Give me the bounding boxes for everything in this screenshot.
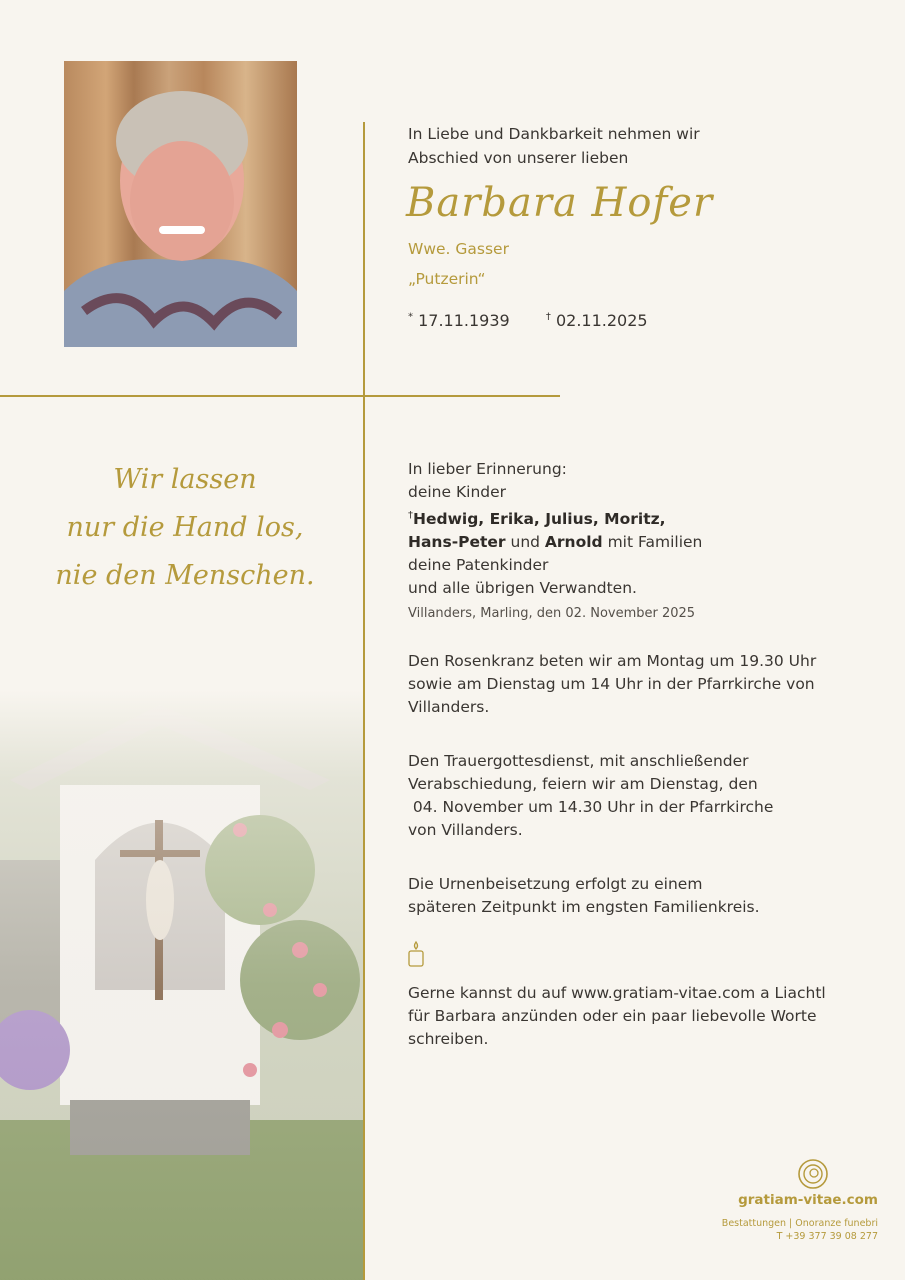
shrine-photo bbox=[0, 690, 363, 1280]
family-list bbox=[408, 458, 848, 600]
brand-details bbox=[640, 1217, 878, 1243]
death-date: 02.11.2025 bbox=[555, 311, 648, 330]
online-line-2: für Barbara anzünden oder ein paar liebevolle Worte bbox=[408, 1007, 817, 1025]
intro-line-1: In Liebe und Dankbarkeit nehmen wir bbox=[408, 125, 700, 143]
rosary-info bbox=[408, 650, 848, 719]
memory-line-3 bbox=[408, 504, 848, 531]
intro-line-2: Abschied von unserer lieben bbox=[408, 149, 629, 167]
brand-tagline: Bestattungen | Onoranze funebri bbox=[721, 1218, 878, 1229]
memory-line-4 bbox=[408, 531, 848, 554]
birth-symbol: * bbox=[408, 311, 413, 323]
place-date: Villanders, Marling, den 02. November 2025 bbox=[408, 606, 696, 621]
rosary-line-3: Villanders. bbox=[408, 698, 490, 716]
vertical-divider bbox=[363, 122, 365, 1280]
online-line-1: Gerne kannst du auf www.gratiam-vitae.com a Liachtl bbox=[408, 984, 826, 1002]
memory-line-2: deine Kinder bbox=[408, 483, 507, 501]
children-names-3: Arnold bbox=[544, 533, 603, 552]
memorial-quote bbox=[40, 456, 330, 600]
service-line-2: Verabschiedung, feiern wir am Dienstag, den bbox=[408, 775, 758, 793]
urn-burial-info bbox=[408, 873, 848, 919]
cross-symbol: † bbox=[408, 510, 413, 521]
und-text: und bbox=[505, 533, 545, 552]
deceased-subname: Wwe. Gasser bbox=[408, 240, 509, 258]
deceased-nickname: „Putzerin“ bbox=[408, 270, 486, 288]
deceased-name: Barbara Hofer bbox=[406, 180, 714, 226]
gratiam-vitae-logo-icon bbox=[797, 1158, 829, 1190]
candle-icon bbox=[405, 940, 427, 968]
horizontal-divider bbox=[0, 395, 560, 397]
service-line-4: von Villanders. bbox=[408, 821, 523, 839]
life-dates bbox=[408, 311, 648, 330]
with-families-text: mit Familien bbox=[602, 533, 703, 552]
funeral-service-info bbox=[408, 750, 848, 842]
quote-line-2: nur die Hand los, bbox=[66, 512, 304, 543]
service-line-1: Den Trauergottesdienst, mit anschließender bbox=[408, 752, 749, 770]
online-candle-info bbox=[408, 982, 848, 1051]
quote-line-3: nie den Menschen. bbox=[55, 560, 315, 591]
birth-date: 17.11.1939 bbox=[418, 311, 510, 330]
urn-line-2: späteren Zeitpunkt im engsten Familienkreis. bbox=[408, 898, 760, 916]
children-names-2: Hans-Peter bbox=[408, 533, 506, 552]
memory-line-1: In lieber Erinnerung: bbox=[408, 460, 567, 478]
service-line-3: 04. November um 14.30 Uhr in der Pfarrkirche bbox=[408, 798, 774, 816]
rosary-line-2: sowie am Dienstag um 14 Uhr in der Pfarrkirche von bbox=[408, 675, 815, 693]
urn-line-1: Die Urnenbeisetzung erfolgt zu einem bbox=[408, 875, 703, 893]
memory-line-5: deine Patenkinder bbox=[408, 556, 549, 575]
brand-name: gratiam-vitae.com bbox=[738, 1192, 878, 1208]
brand-phone: T +39 377 39 08 277 bbox=[776, 1231, 878, 1242]
death-symbol: † bbox=[545, 311, 551, 323]
quote-line-1: Wir lassen bbox=[113, 464, 257, 495]
children-names-1: Hedwig, Erika, Julius, Moritz, bbox=[413, 510, 666, 529]
online-line-3: schreiben. bbox=[408, 1030, 489, 1048]
intro-text bbox=[408, 122, 748, 170]
rosary-line-1: Den Rosenkranz beten wir am Montag um 19.30 Uhr bbox=[408, 652, 817, 670]
memory-line-6: und alle übrigen Verwandten. bbox=[408, 579, 637, 598]
portrait-photo bbox=[64, 61, 297, 347]
